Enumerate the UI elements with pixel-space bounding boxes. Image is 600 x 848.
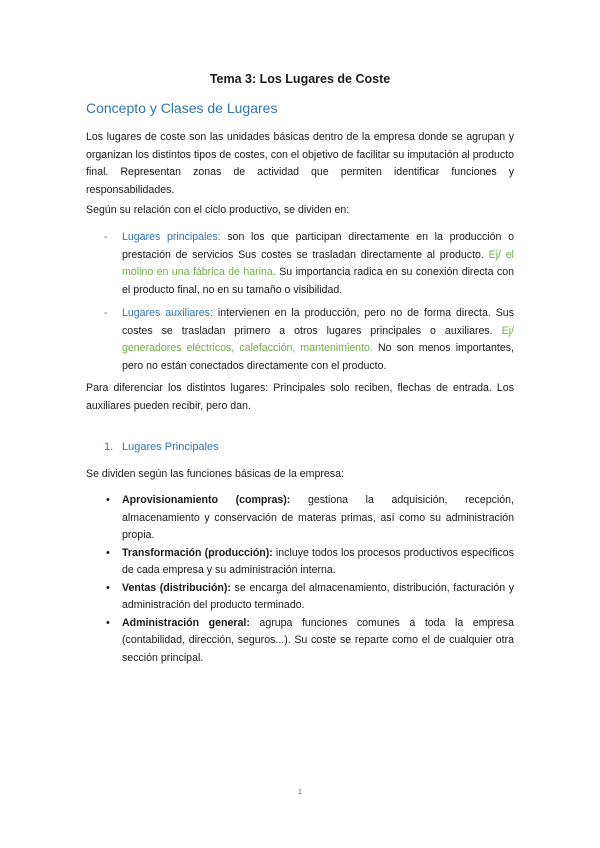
function-text: agrupa funciones comunes a toda la empresa (contabilidad, dirección, seguros...). Su coste se reparte como el de cualquier otra sección principal.: [122, 616, 514, 664]
function-term: Aprovisionamiento (compras):: [122, 494, 291, 506]
text-principal: son los que participan directamente en la producción o prestación de servicios Sus costes se trasladan directamente al producto.: [122, 231, 514, 261]
term-auxiliar: Lugares auxiliares:: [122, 307, 213, 319]
text-principal-2: Su importancia radica en su conexión directa con el producto final, no en su tamaño o visibilidad.: [122, 266, 514, 296]
section-heading: Concepto y Clases de Lugares: [86, 100, 278, 116]
function-term: Administración general:: [122, 616, 250, 629]
classification-intro: Según su relación con el ciclo productivo, se dividen en:: [86, 204, 350, 216]
intro-paragraph: Los lugares de coste son las unidades básicas dentro de la empresa donde se agrupan y organizan los distintos tipos de costes, con el objetivo de facilitar su imputación al producto final. Representan zonas de actividad que permiten identificar funciones y responsabilidades.: [86, 131, 514, 196]
text-auxiliar-2: No son menos importantes, pero no están conectados directamente con el producto.: [122, 342, 514, 372]
function-term: Ventas (distribución):: [122, 581, 231, 594]
document-title: Tema 3: Los Lugares de Coste: [209, 72, 391, 86]
function-item: [104, 545, 514, 580]
bullet-icon: •: [106, 494, 110, 506]
difference-paragraph: Para diferenciar los distintos lugares: Principales solo reciben, flechas de entrada. Los auxiliares pueden recibir, pero dan.: [86, 382, 514, 412]
function-item: [104, 615, 514, 668]
bullet-icon: •: [106, 546, 110, 559]
subsection-heading: [104, 441, 219, 453]
function-text: incluye todos los procesos productivos específicos de cada empresa y su administración interna.: [122, 546, 514, 576]
example-auxiliar: Ej/ generadores eléctricos, calefacción, mantenimiento.: [122, 324, 514, 354]
function-text: gestiona la adquisición, recepción, almacenamiento y conservación de materas primas, así como su administración propia.: [122, 494, 514, 541]
term-principal: Lugares principales:: [122, 231, 221, 243]
function-item: [104, 580, 514, 615]
bullet-icon: •: [106, 581, 110, 594]
dash-marker: -: [104, 231, 108, 243]
page-number: 1: [298, 789, 302, 796]
subsection-title: Lugares Principales: [122, 441, 219, 453]
dash-marker: -: [104, 307, 108, 319]
functions-list: [104, 492, 514, 667]
function-text: se encarga del almacenamiento, distribución, facturación y administración del producto terminado.: [122, 581, 514, 611]
text-auxiliar: intervienen en la producción, pero no de forma directa. Sus costes se trasladan primero a otros lugares principales o auxiliares.: [122, 307, 514, 337]
functions-intro: Se dividen según las funciones básicas de la empresa:: [86, 468, 344, 480]
place-types-list: [104, 229, 514, 375]
list-item-auxiliar: [104, 305, 514, 375]
subsection-number: 1.: [104, 441, 114, 453]
function-item: [104, 492, 514, 545]
example-principal: Ej/ el molino en una fábrica de harina.: [122, 248, 514, 278]
function-term: Transformación (producción):: [122, 546, 273, 559]
list-item-principal: [104, 229, 514, 299]
bullet-icon: •: [106, 616, 110, 629]
